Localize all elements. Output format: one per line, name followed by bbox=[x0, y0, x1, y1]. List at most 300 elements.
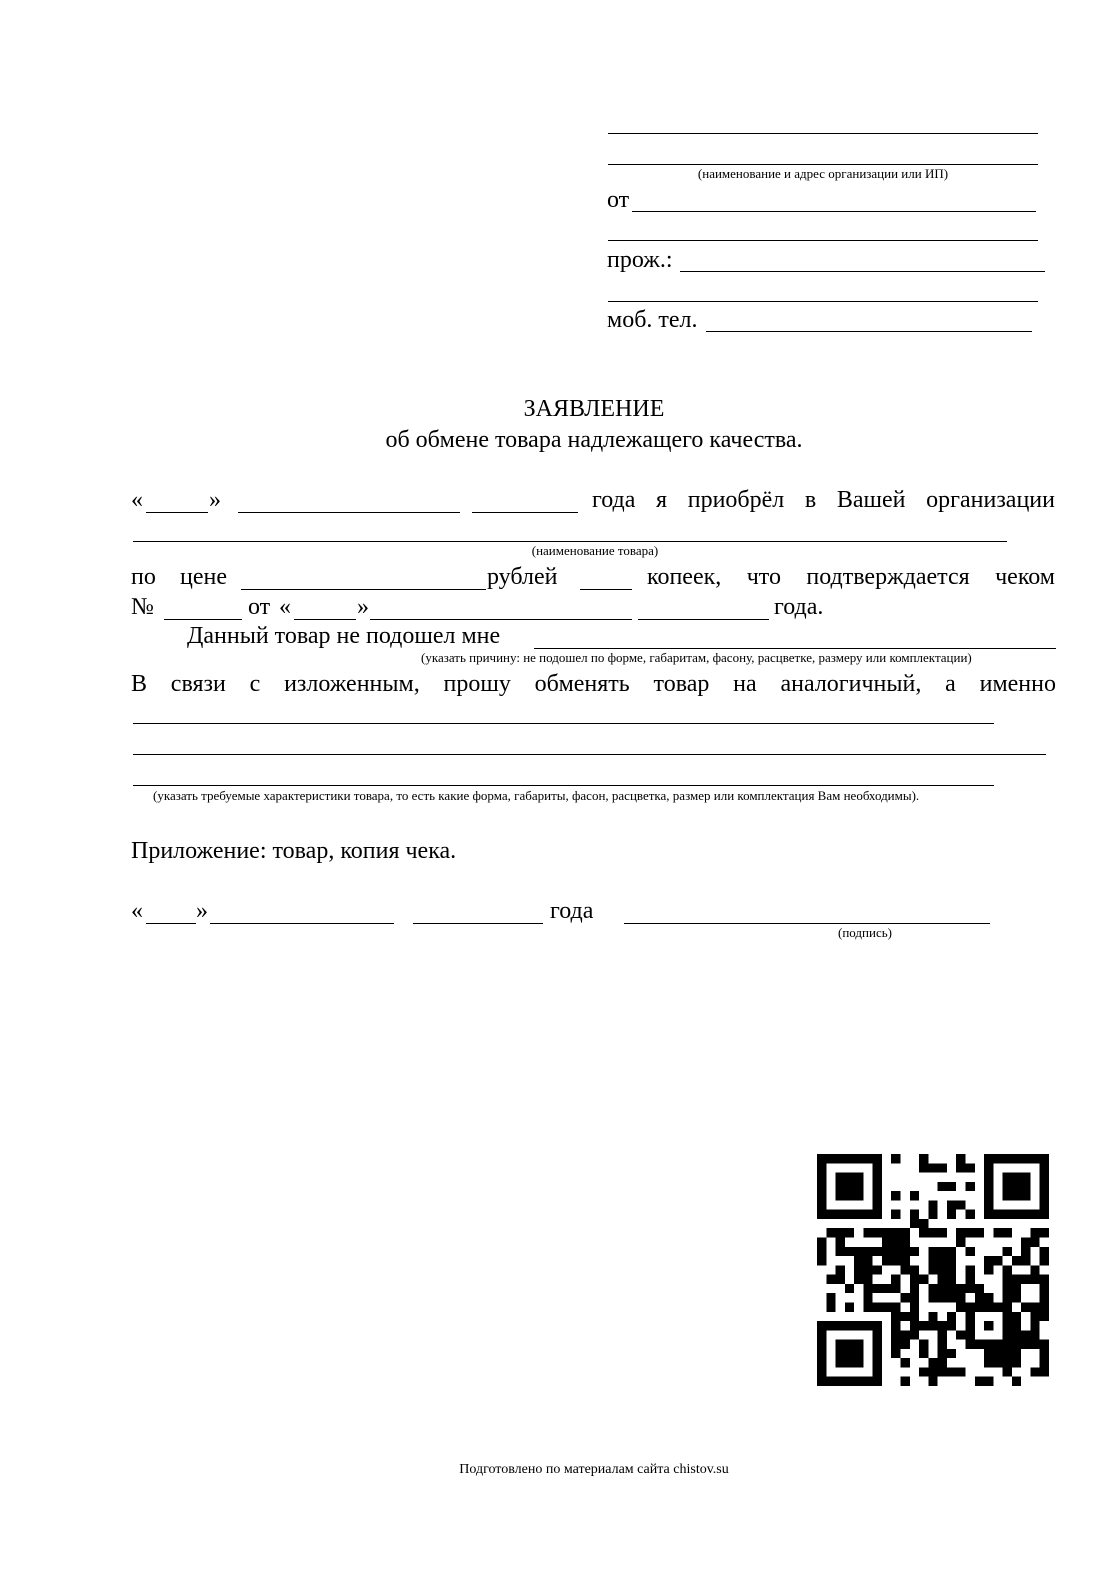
qr-module bbox=[965, 1340, 974, 1349]
qr-module bbox=[993, 1256, 1002, 1265]
qr-module bbox=[1003, 1265, 1012, 1274]
qr-module bbox=[984, 1256, 993, 1265]
qr-module bbox=[845, 1173, 854, 1182]
qr-module bbox=[854, 1182, 863, 1191]
qr-module bbox=[836, 1247, 845, 1256]
qr-module bbox=[1030, 1330, 1039, 1339]
qr-module bbox=[901, 1247, 910, 1256]
qr-module bbox=[891, 1247, 900, 1256]
qr-module bbox=[1021, 1210, 1030, 1219]
qr-module bbox=[919, 1219, 928, 1228]
kopeks-text: копеек, что подтверждается чеком bbox=[647, 564, 1055, 590]
qr-module bbox=[984, 1154, 993, 1163]
sign-year-line[interactable] bbox=[413, 923, 543, 924]
qr-module bbox=[863, 1284, 872, 1293]
qr-module bbox=[1003, 1284, 1012, 1293]
qr-module bbox=[919, 1228, 928, 1237]
qr-module bbox=[1040, 1340, 1049, 1349]
qr-module bbox=[928, 1367, 937, 1376]
qr-module bbox=[854, 1275, 863, 1284]
qr-module bbox=[873, 1173, 882, 1182]
sign-month-line[interactable] bbox=[210, 923, 394, 924]
qr-module bbox=[984, 1358, 993, 1367]
qr-module bbox=[938, 1182, 947, 1191]
qr-module bbox=[863, 1275, 872, 1284]
qr-module bbox=[938, 1247, 947, 1256]
receipt-day-line[interactable] bbox=[294, 619, 356, 620]
qr-module bbox=[1040, 1358, 1049, 1367]
qr-module bbox=[1012, 1210, 1021, 1219]
qr-module bbox=[817, 1238, 826, 1247]
footer-source: Подготовлено по материалам сайта chistov.su bbox=[459, 1462, 729, 1477]
qr-module bbox=[873, 1210, 882, 1219]
qr-module bbox=[984, 1182, 993, 1191]
qr-module bbox=[919, 1321, 928, 1330]
qr-module bbox=[873, 1367, 882, 1376]
qr-module bbox=[1012, 1330, 1021, 1339]
characteristics-line-3[interactable] bbox=[133, 785, 994, 786]
qr-module bbox=[1040, 1256, 1049, 1265]
qr-module bbox=[873, 1265, 882, 1274]
attachment-text: Приложение: товар, копия чека. bbox=[131, 838, 457, 864]
sign-open-quote: « bbox=[131, 898, 143, 924]
qr-module bbox=[910, 1265, 919, 1274]
qr-module bbox=[845, 1321, 854, 1330]
qr-module bbox=[965, 1284, 974, 1293]
qr-module bbox=[993, 1228, 1002, 1237]
qr-module bbox=[817, 1377, 826, 1386]
qr-module bbox=[873, 1163, 882, 1172]
qr-module bbox=[1040, 1200, 1049, 1209]
qr-module bbox=[928, 1358, 937, 1367]
qr-module bbox=[826, 1293, 835, 1302]
qr-code-icon bbox=[817, 1154, 1049, 1386]
qr-module bbox=[928, 1247, 937, 1256]
qr-module bbox=[1030, 1265, 1039, 1274]
reason-caption: (указать причину: не подошел по форме, габаритам, фасону, расцветке, размеру или комплектации) bbox=[421, 650, 972, 665]
qr-module bbox=[984, 1321, 993, 1330]
qr-module bbox=[910, 1312, 919, 1321]
qr-module bbox=[901, 1377, 910, 1386]
signature-line[interactable] bbox=[624, 923, 990, 924]
characteristics-line-2[interactable] bbox=[133, 754, 1046, 755]
qr-module bbox=[891, 1284, 900, 1293]
qr-module bbox=[1003, 1154, 1012, 1163]
qr-module bbox=[938, 1330, 947, 1339]
qr-module bbox=[1012, 1173, 1021, 1182]
qr-module bbox=[873, 1349, 882, 1358]
qr-module bbox=[826, 1228, 835, 1237]
open-quote: « bbox=[131, 487, 143, 513]
qr-module bbox=[975, 1340, 984, 1349]
qr-module bbox=[901, 1256, 910, 1265]
qr-module bbox=[928, 1312, 937, 1321]
close-quote: » bbox=[209, 487, 221, 513]
from-line[interactable] bbox=[632, 211, 1036, 212]
purchase-text: года я приобрёл в Вашей организации bbox=[592, 487, 1055, 513]
receipt-year-line[interactable] bbox=[638, 619, 769, 620]
qr-module bbox=[1040, 1275, 1049, 1284]
qr-module bbox=[845, 1358, 854, 1367]
qr-module bbox=[984, 1210, 993, 1219]
product-name-line[interactable] bbox=[133, 541, 1007, 542]
qr-module bbox=[863, 1154, 872, 1163]
qr-module bbox=[928, 1284, 937, 1293]
qr-module bbox=[984, 1293, 993, 1302]
qr-module bbox=[891, 1312, 900, 1321]
qr-module bbox=[873, 1154, 882, 1163]
qr-module bbox=[938, 1321, 947, 1330]
qr-module bbox=[1040, 1191, 1049, 1200]
qr-module bbox=[901, 1358, 910, 1367]
qr-module bbox=[873, 1358, 882, 1367]
qr-module bbox=[901, 1312, 910, 1321]
org-line-2[interactable] bbox=[608, 164, 1038, 165]
qr-module bbox=[928, 1293, 937, 1302]
qr-module bbox=[928, 1210, 937, 1219]
qr-module bbox=[863, 1256, 872, 1265]
qr-module bbox=[1040, 1302, 1049, 1311]
qr-module bbox=[1003, 1367, 1012, 1376]
qr-module bbox=[817, 1367, 826, 1376]
qr-module bbox=[984, 1377, 993, 1386]
qr-module bbox=[910, 1191, 919, 1200]
qr-module bbox=[836, 1191, 845, 1200]
phone-line[interactable] bbox=[706, 331, 1032, 332]
qr-module bbox=[817, 1191, 826, 1200]
qr-module bbox=[826, 1321, 835, 1330]
qr-module bbox=[882, 1302, 891, 1311]
qr-module bbox=[956, 1154, 965, 1163]
qr-module bbox=[910, 1330, 919, 1339]
qr-module bbox=[817, 1182, 826, 1191]
qr-module bbox=[854, 1154, 863, 1163]
qr-module bbox=[836, 1275, 845, 1284]
qr-module bbox=[910, 1219, 919, 1228]
qr-module bbox=[928, 1163, 937, 1172]
qr-module bbox=[938, 1228, 947, 1237]
receipt-close-quote: » bbox=[357, 594, 369, 620]
qr-module bbox=[863, 1321, 872, 1330]
qr-module bbox=[928, 1256, 937, 1265]
qr-module bbox=[901, 1293, 910, 1302]
qr-module bbox=[836, 1377, 845, 1386]
qr-module bbox=[1003, 1191, 1012, 1200]
qr-module bbox=[863, 1293, 872, 1302]
qr-module bbox=[826, 1275, 835, 1284]
document-subtitle: об обмене товара надлежащего качества. bbox=[385, 427, 803, 453]
qr-module bbox=[938, 1256, 947, 1265]
qr-module bbox=[910, 1210, 919, 1219]
qr-module bbox=[836, 1182, 845, 1191]
qr-module bbox=[1021, 1340, 1030, 1349]
sign-day-line[interactable] bbox=[146, 923, 196, 924]
qr-module bbox=[1040, 1247, 1049, 1256]
qr-module bbox=[965, 1163, 974, 1172]
qr-module bbox=[910, 1293, 919, 1302]
qr-module bbox=[1003, 1302, 1012, 1311]
qr-module bbox=[817, 1247, 826, 1256]
qr-module bbox=[1030, 1210, 1039, 1219]
rubles-line[interactable] bbox=[241, 589, 486, 590]
qr-module bbox=[1003, 1293, 1012, 1302]
qr-module bbox=[1030, 1275, 1039, 1284]
qr-module bbox=[965, 1210, 974, 1219]
qr-module bbox=[854, 1265, 863, 1274]
qr-module bbox=[873, 1200, 882, 1209]
qr-module bbox=[975, 1293, 984, 1302]
qr-module bbox=[965, 1302, 974, 1311]
qr-module bbox=[1003, 1349, 1012, 1358]
qr-module bbox=[1003, 1312, 1012, 1321]
qr-module bbox=[845, 1377, 854, 1386]
qr-module bbox=[826, 1210, 835, 1219]
qr-module bbox=[975, 1228, 984, 1237]
qr-module bbox=[845, 1228, 854, 1237]
qr-module bbox=[956, 1293, 965, 1302]
org-line-1[interactable] bbox=[608, 133, 1038, 134]
qr-module bbox=[891, 1154, 900, 1163]
qr-module bbox=[1040, 1312, 1049, 1321]
qr-module bbox=[993, 1154, 1002, 1163]
phone-label: моб. тел. bbox=[607, 307, 698, 333]
qr-module bbox=[928, 1377, 937, 1386]
qr-module bbox=[836, 1321, 845, 1330]
qr-module bbox=[1030, 1302, 1039, 1311]
qr-module bbox=[928, 1321, 937, 1330]
qr-module bbox=[965, 1265, 974, 1274]
qr-module bbox=[1003, 1321, 1012, 1330]
receipt-number-line[interactable] bbox=[164, 619, 242, 620]
qr-module bbox=[1040, 1182, 1049, 1191]
receipt-from-label: от bbox=[248, 594, 271, 620]
qr-module bbox=[965, 1228, 974, 1237]
qr-module bbox=[854, 1349, 863, 1358]
qr-module bbox=[947, 1284, 956, 1293]
qr-module bbox=[873, 1247, 882, 1256]
residence-line[interactable] bbox=[680, 271, 1045, 272]
qr-module bbox=[984, 1349, 993, 1358]
qr-module bbox=[873, 1321, 882, 1330]
qr-module bbox=[1012, 1340, 1021, 1349]
qr-module bbox=[1040, 1210, 1049, 1219]
qr-module bbox=[956, 1200, 965, 1209]
qr-module bbox=[928, 1265, 937, 1274]
qr-module bbox=[965, 1321, 974, 1330]
reason-line[interactable] bbox=[534, 648, 1056, 649]
receipt-month-line[interactable] bbox=[370, 619, 632, 620]
characteristics-line-1[interactable] bbox=[133, 723, 994, 724]
qr-module bbox=[1021, 1238, 1030, 1247]
qr-module bbox=[836, 1340, 845, 1349]
qr-module bbox=[956, 1163, 965, 1172]
signature-caption: (подпись) bbox=[838, 925, 892, 940]
qr-module bbox=[1030, 1312, 1039, 1321]
qr-module bbox=[1012, 1191, 1021, 1200]
qr-module bbox=[1040, 1228, 1049, 1237]
residence-label: прож.: bbox=[607, 247, 673, 273]
document-title: ЗАЯВЛЕНИЕ bbox=[523, 396, 665, 422]
qr-module bbox=[854, 1358, 863, 1367]
qr-module bbox=[1030, 1340, 1039, 1349]
qr-module bbox=[1040, 1173, 1049, 1182]
qr-module bbox=[919, 1340, 928, 1349]
qr-module bbox=[817, 1200, 826, 1209]
qr-module bbox=[938, 1293, 947, 1302]
qr-module bbox=[1040, 1163, 1049, 1172]
qr-module bbox=[956, 1238, 965, 1247]
qr-module bbox=[817, 1154, 826, 1163]
qr-module bbox=[947, 1321, 956, 1330]
qr-module bbox=[873, 1228, 882, 1237]
qr-module bbox=[826, 1154, 835, 1163]
qr-module bbox=[891, 1228, 900, 1237]
qr-module bbox=[854, 1173, 863, 1182]
qr-module bbox=[836, 1228, 845, 1237]
qr-module bbox=[910, 1302, 919, 1311]
qr-module bbox=[975, 1284, 984, 1293]
qr-module bbox=[901, 1228, 910, 1237]
kopeks-line[interactable] bbox=[580, 589, 632, 590]
qr-module bbox=[817, 1349, 826, 1358]
qr-module bbox=[817, 1256, 826, 1265]
qr-module bbox=[993, 1210, 1002, 1219]
qr-module bbox=[1021, 1302, 1030, 1311]
qr-module bbox=[826, 1302, 835, 1311]
qr-module bbox=[901, 1330, 910, 1339]
qr-module bbox=[984, 1265, 993, 1274]
qr-module bbox=[836, 1154, 845, 1163]
qr-module bbox=[836, 1173, 845, 1182]
qr-module bbox=[873, 1377, 882, 1386]
qr-module bbox=[1040, 1349, 1049, 1358]
qr-module bbox=[938, 1163, 947, 1172]
qr-module bbox=[901, 1238, 910, 1247]
qr-module bbox=[1003, 1275, 1012, 1284]
qr-module bbox=[993, 1358, 1002, 1367]
qr-module bbox=[1012, 1256, 1021, 1265]
receipt-open-quote: « bbox=[279, 594, 291, 620]
qr-module bbox=[845, 1349, 854, 1358]
qr-module bbox=[938, 1284, 947, 1293]
qr-module bbox=[1030, 1321, 1039, 1330]
qr-module bbox=[854, 1247, 863, 1256]
qr-module bbox=[956, 1367, 965, 1376]
qr-module bbox=[947, 1265, 956, 1274]
qr-module bbox=[891, 1238, 900, 1247]
qr-module bbox=[1021, 1182, 1030, 1191]
qr-module bbox=[1030, 1238, 1039, 1247]
qr-module bbox=[891, 1275, 900, 1284]
qr-module bbox=[947, 1256, 956, 1265]
qr-module bbox=[1012, 1275, 1021, 1284]
qr-module bbox=[854, 1340, 863, 1349]
qr-module bbox=[965, 1330, 974, 1339]
qr-module bbox=[993, 1349, 1002, 1358]
qr-module bbox=[863, 1228, 872, 1237]
qr-module bbox=[1003, 1228, 1012, 1237]
qr-module bbox=[984, 1340, 993, 1349]
qr-module bbox=[882, 1228, 891, 1237]
qr-module bbox=[1021, 1275, 1030, 1284]
qr-module bbox=[919, 1163, 928, 1172]
qr-module bbox=[1012, 1293, 1021, 1302]
characteristics-caption: (указать требуемые характеристики товара, то есть какие форма, габариты, фасон, расцветка, размер или комплектация Вам необходимы). bbox=[153, 788, 920, 803]
number-sign: № bbox=[131, 594, 154, 620]
qr-module bbox=[1003, 1173, 1012, 1182]
residence-line-2[interactable] bbox=[608, 301, 1038, 302]
qr-module bbox=[836, 1210, 845, 1219]
qr-module bbox=[891, 1340, 900, 1349]
qr-module bbox=[854, 1377, 863, 1386]
qr-module bbox=[956, 1228, 965, 1237]
qr-module bbox=[956, 1302, 965, 1311]
qr-module bbox=[919, 1349, 928, 1358]
qr-module bbox=[1021, 1154, 1030, 1163]
qr-module bbox=[1040, 1367, 1049, 1376]
qr-module bbox=[919, 1154, 928, 1163]
qr-module bbox=[873, 1330, 882, 1339]
qr-module bbox=[965, 1275, 974, 1284]
qr-module bbox=[975, 1377, 984, 1386]
qr-module bbox=[947, 1275, 956, 1284]
purchase-day-line[interactable] bbox=[146, 512, 208, 513]
qr-module bbox=[1003, 1182, 1012, 1191]
qr-module bbox=[845, 1191, 854, 1200]
qr-module bbox=[891, 1302, 900, 1311]
qr-module bbox=[1012, 1182, 1021, 1191]
qr-module bbox=[965, 1182, 974, 1191]
qr-module bbox=[1021, 1191, 1030, 1200]
qr-module bbox=[919, 1367, 928, 1376]
qr-module bbox=[947, 1210, 956, 1219]
qr-module bbox=[938, 1349, 947, 1358]
qr-module bbox=[863, 1377, 872, 1386]
receipt-year-label: года. bbox=[774, 594, 824, 620]
qr-module bbox=[1012, 1358, 1021, 1367]
qr-module bbox=[938, 1340, 947, 1349]
qr-module bbox=[817, 1358, 826, 1367]
qr-module bbox=[1040, 1293, 1049, 1302]
qr-module bbox=[873, 1302, 882, 1311]
qr-module bbox=[854, 1321, 863, 1330]
qr-module bbox=[975, 1302, 984, 1311]
qr-module bbox=[965, 1312, 974, 1321]
qr-module bbox=[882, 1284, 891, 1293]
qr-module bbox=[928, 1200, 937, 1209]
qr-module bbox=[947, 1312, 956, 1321]
qr-module bbox=[891, 1321, 900, 1330]
purchase-year-line[interactable] bbox=[472, 512, 578, 513]
qr-module bbox=[1003, 1330, 1012, 1339]
qr-module bbox=[836, 1358, 845, 1367]
qr-module bbox=[863, 1302, 872, 1311]
qr-module bbox=[891, 1256, 900, 1265]
qr-module bbox=[984, 1191, 993, 1200]
qr-module bbox=[947, 1182, 956, 1191]
qr-module bbox=[910, 1247, 919, 1256]
purchase-month-line[interactable] bbox=[238, 512, 460, 513]
qr-module bbox=[826, 1377, 835, 1386]
qr-module bbox=[947, 1200, 956, 1209]
qr-module bbox=[984, 1163, 993, 1172]
qr-module bbox=[836, 1265, 845, 1274]
qr-module bbox=[817, 1330, 826, 1339]
from-line-2[interactable] bbox=[608, 240, 1038, 241]
qr-module bbox=[891, 1330, 900, 1339]
qr-module bbox=[873, 1284, 882, 1293]
sign-close-quote: » bbox=[196, 898, 208, 924]
